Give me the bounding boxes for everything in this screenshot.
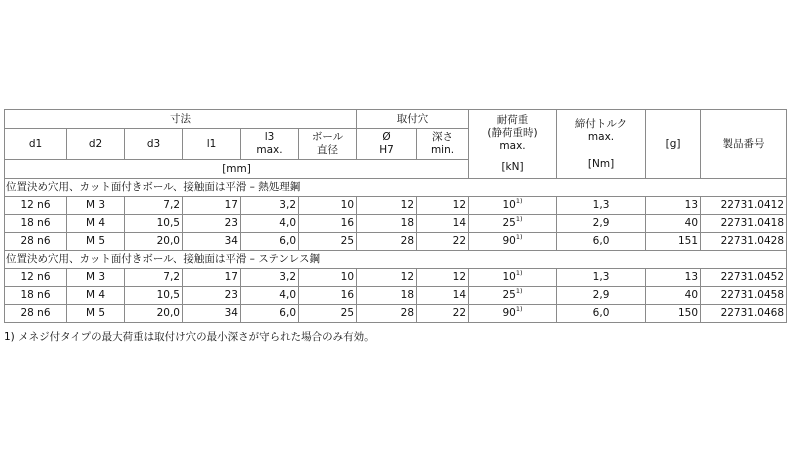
header-d1: d1: [5, 129, 67, 160]
cell-g: 150: [646, 305, 701, 323]
cell-d1: 18 n6: [5, 287, 67, 305]
header-dimensions: 寸法: [5, 110, 357, 129]
cell-d2: M 5: [67, 233, 125, 251]
table-row: [5, 287, 787, 305]
footnote: 1) メネジ付タイプの最大荷重は取付け穴の最小深さが守られた場合のみ有効。: [4, 331, 375, 343]
section-title: 位置決め穴用、カット面付きボール、接触面は平滑 – ステンレス鋼: [5, 251, 787, 269]
cell-l3: 4,0: [241, 287, 299, 305]
cell-d3: 20,0: [125, 305, 183, 323]
header-hole-diameter: Ø H7: [357, 129, 417, 160]
cell-load: [469, 197, 557, 215]
table-row: [5, 233, 787, 251]
cell-ball: 25: [299, 233, 357, 251]
section-title: 位置決め穴用、カット面付きボール、接触面は平滑 – 熱処理鋼: [5, 179, 787, 197]
cell-d2: M 4: [67, 287, 125, 305]
cell-part: 22731.0468: [701, 305, 787, 323]
cell-depth: 14: [417, 287, 469, 305]
cell-phi: 28: [357, 233, 417, 251]
cell-d1: 28 n6: [5, 305, 67, 323]
table-row: [5, 197, 787, 215]
cell-torque: 2,9: [557, 215, 646, 233]
cell-load: [469, 305, 557, 323]
cell-load: [469, 215, 557, 233]
cell-phi: 12: [357, 197, 417, 215]
header-depth: 深さ min.: [417, 129, 469, 160]
cell-d3: 7,2: [125, 197, 183, 215]
cell-phi: 18: [357, 215, 417, 233]
cell-l3: 3,2: [241, 269, 299, 287]
cell-d2: M 4: [67, 215, 125, 233]
footnote-marker: 1): [515, 269, 523, 277]
cell-torque: 1,3: [557, 197, 646, 215]
header-weight: [g]: [646, 110, 701, 179]
load-value: 25: [502, 217, 516, 229]
cell-g: 151: [646, 233, 701, 251]
cell-phi: 18: [357, 287, 417, 305]
header-tightening-torque: 締付トルク max. [Nm]: [557, 110, 646, 179]
cell-phi: 28: [357, 305, 417, 323]
cell-d3: 7,2: [125, 269, 183, 287]
section-title-row: [5, 179, 787, 197]
footnote-marker: 1): [515, 287, 523, 295]
cell-part: 22731.0418: [701, 215, 787, 233]
cell-ball: 16: [299, 287, 357, 305]
load-value: 90: [502, 307, 516, 319]
cell-ball: 25: [299, 305, 357, 323]
cell-l3: 3,2: [241, 197, 299, 215]
cell-part: 22731.0412: [701, 197, 787, 215]
cell-l1: 23: [183, 287, 241, 305]
cell-load: [469, 269, 557, 287]
cell-d2: M 5: [67, 305, 125, 323]
spec-table: [4, 109, 787, 323]
footnote-marker: 1): [515, 305, 523, 313]
cell-load: [469, 233, 557, 251]
cell-d3: 10,5: [125, 287, 183, 305]
cell-d1: 12 n6: [5, 197, 67, 215]
cell-l1: 17: [183, 269, 241, 287]
header-row-1: [5, 110, 787, 129]
cell-part: 22731.0452: [701, 269, 787, 287]
header-ball-diameter: ボール 直径: [299, 129, 357, 160]
cell-d1: 12 n6: [5, 269, 67, 287]
footnote-marker: 1): [515, 215, 523, 223]
cell-g: 40: [646, 287, 701, 305]
load-value: 90: [502, 235, 516, 247]
cell-d2: M 3: [67, 197, 125, 215]
section-title-row: [5, 251, 787, 269]
cell-l1: 34: [183, 305, 241, 323]
cell-depth: 22: [417, 305, 469, 323]
header-load-capacity: 耐荷重 (静荷重時) max. [kN]: [469, 110, 557, 179]
cell-g: 13: [646, 269, 701, 287]
cell-ball: 10: [299, 269, 357, 287]
cell-l3: 4,0: [241, 215, 299, 233]
cell-l1: 34: [183, 233, 241, 251]
cell-l3: 6,0: [241, 233, 299, 251]
cell-load: [469, 287, 557, 305]
table-row: [5, 305, 787, 323]
load-value: 25: [502, 289, 516, 301]
cell-d3: 10,5: [125, 215, 183, 233]
header-unit-mm: [mm]: [5, 160, 469, 179]
cell-l3: 6,0: [241, 305, 299, 323]
header-d2: d2: [67, 129, 125, 160]
cell-phi: 12: [357, 269, 417, 287]
cell-l1: 23: [183, 215, 241, 233]
cell-d1: 28 n6: [5, 233, 67, 251]
cell-ball: 16: [299, 215, 357, 233]
load-value: 10: [502, 271, 516, 283]
cell-depth: 22: [417, 233, 469, 251]
cell-torque: 6,0: [557, 305, 646, 323]
header-l1: l1: [183, 129, 241, 160]
cell-g: 40: [646, 215, 701, 233]
cell-d2: M 3: [67, 269, 125, 287]
cell-part: 22731.0428: [701, 233, 787, 251]
table-row: [5, 269, 787, 287]
cell-d3: 20,0: [125, 233, 183, 251]
load-value: 10: [502, 199, 516, 211]
cell-torque: 2,9: [557, 287, 646, 305]
cell-depth: 12: [417, 197, 469, 215]
cell-d1: 18 n6: [5, 215, 67, 233]
footnote-marker: 1): [515, 197, 523, 205]
cell-l1: 17: [183, 197, 241, 215]
cell-g: 13: [646, 197, 701, 215]
header-mounting-hole: 取付穴: [357, 110, 469, 129]
cell-depth: 14: [417, 215, 469, 233]
spec-table-container: [4, 109, 785, 323]
cell-ball: 10: [299, 197, 357, 215]
cell-part: 22731.0458: [701, 287, 787, 305]
footnote-marker: 1): [515, 233, 523, 241]
cell-depth: 12: [417, 269, 469, 287]
header-part-number: 製品番号: [701, 110, 787, 179]
cell-torque: 1,3: [557, 269, 646, 287]
cell-torque: 6,0: [557, 233, 646, 251]
header-l3: l3 max.: [241, 129, 299, 160]
header-d3: d3: [125, 129, 183, 160]
table-row: [5, 215, 787, 233]
